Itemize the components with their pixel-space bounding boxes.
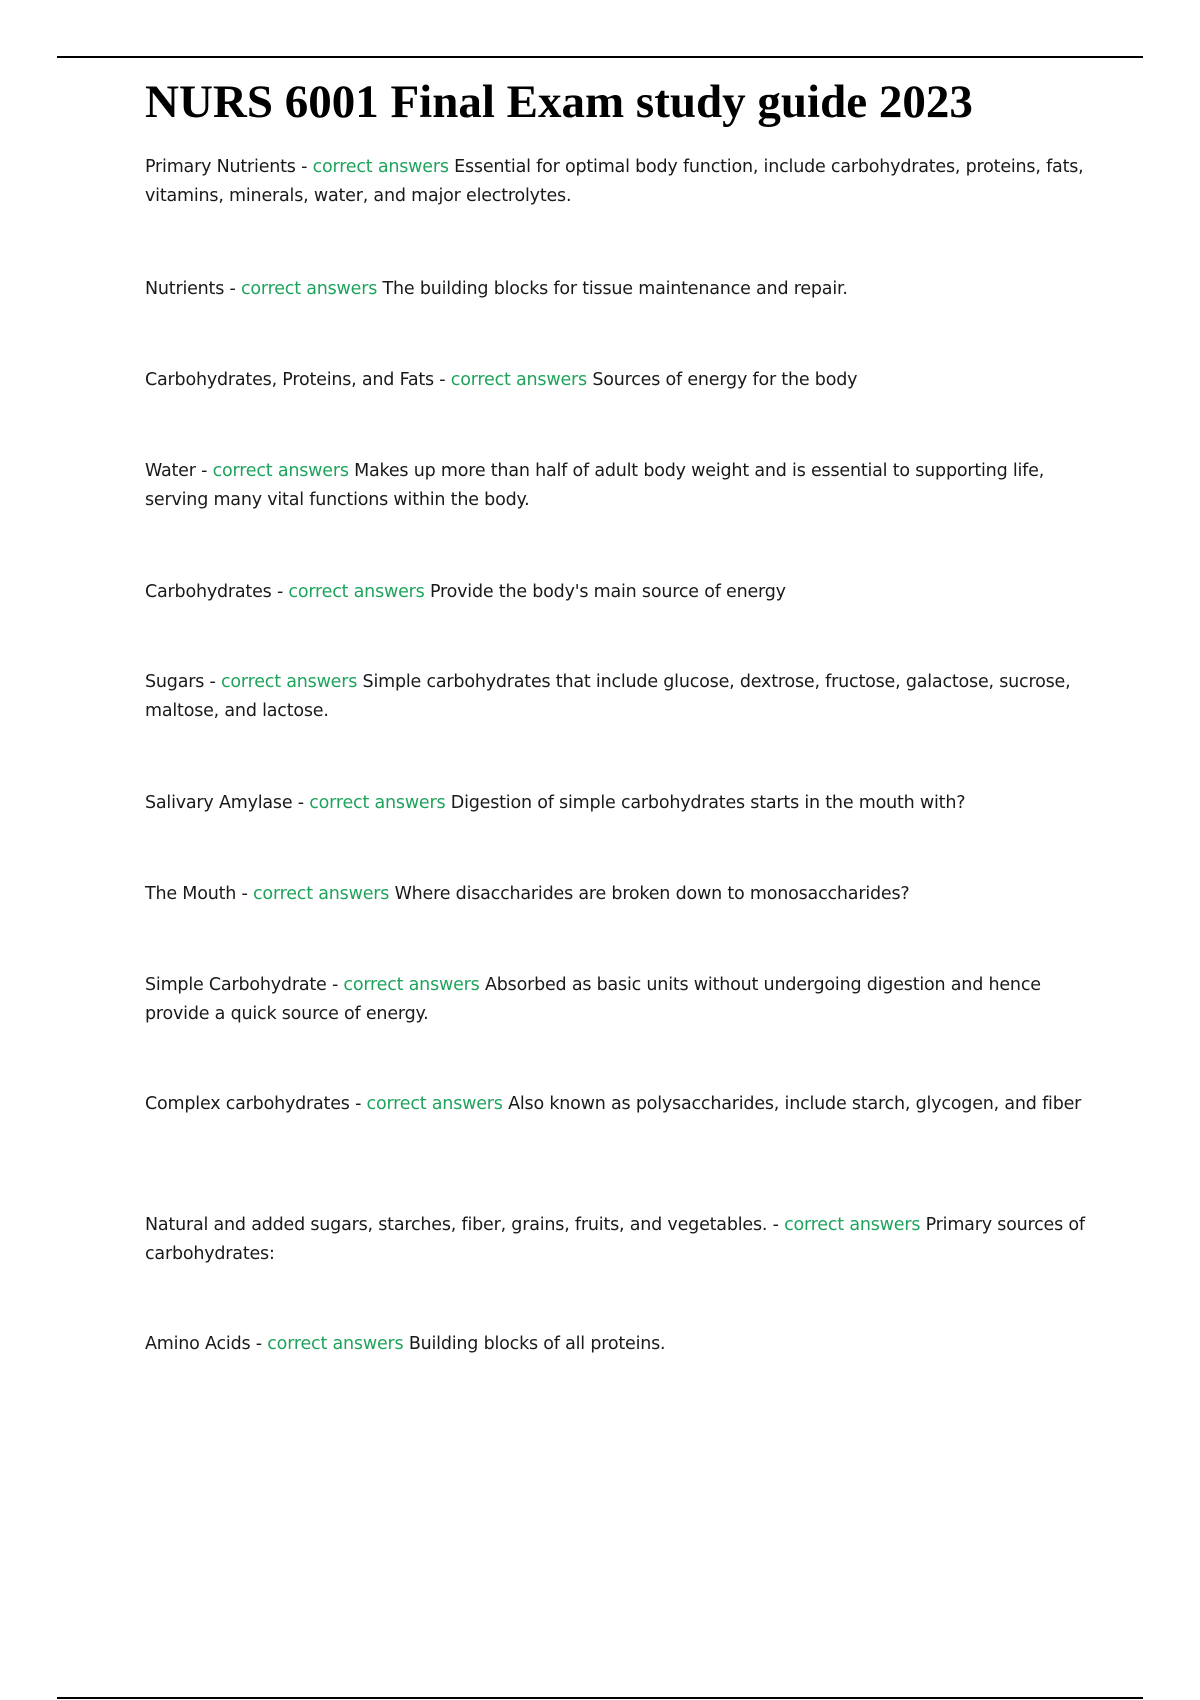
correct-answers-tag: correct answers — [253, 884, 390, 904]
correct-answers-tag: correct answers — [267, 1334, 404, 1354]
entry-separator: - — [250, 1334, 268, 1354]
entry-answer: Building blocks of all proteins. — [408, 1334, 666, 1354]
entry-sugars — [145, 668, 1095, 726]
entry-separator: - — [271, 582, 289, 602]
entry-carbs-proteins-fats — [145, 366, 1095, 395]
entry-simple-carbohydrate — [145, 971, 1095, 1029]
entry-term: Water — [145, 461, 196, 481]
entry-separator: - — [349, 1094, 367, 1114]
entry-the-mouth — [145, 880, 1095, 909]
entry-term: Natural and added sugars, starches, fiber, grains, fruits, and vegetables. — [145, 1215, 768, 1235]
entry-term: Simple Carbohydrate — [145, 975, 327, 995]
correct-answers-tag: correct answers — [784, 1215, 921, 1235]
entry-answer: Absorbed as basic units without undergoing digestion and hence provide a quick source of energy. — [145, 975, 1041, 1024]
correct-answers-tag: correct answers — [343, 975, 480, 995]
entry-primary-nutrients — [145, 153, 1095, 211]
entry-answer: Digestion of simple carbohydrates starts in the mouth with? — [450, 793, 966, 813]
entry-separator: - — [326, 975, 344, 995]
entry-carbohydrates — [145, 578, 1095, 607]
entry-water — [145, 457, 1095, 515]
entry-answer: Provide the body's main source of energy — [429, 582, 786, 602]
correct-answers-tag: correct answers — [240, 279, 378, 299]
entry-answer: Simple carbohydrates that include glucose, dextrose, fructose, galactose, sucrose, maltose, and lactose. — [145, 672, 1071, 721]
entry-term: Amino Acids — [145, 1334, 251, 1354]
entry-separator: - — [224, 279, 241, 299]
correct-answers-tag: correct answers — [312, 157, 449, 177]
entry-separator: - — [236, 884, 254, 904]
entry-separator: - — [767, 1215, 785, 1235]
entry-term: Sugars — [145, 672, 205, 692]
entry-answer: Sources of energy for the body — [592, 370, 858, 390]
correct-answers-tag: correct answers — [309, 793, 446, 813]
entry-term: Complex carbohydrates — [145, 1094, 350, 1114]
entry-separator: - — [295, 157, 313, 177]
entry-answer: The building blocks for tissue maintenance and repair. — [382, 279, 848, 299]
entry-answer: Makes up more than half of adult body weight and is essential to supporting life, serving many vital functions within the body. — [145, 461, 1045, 510]
entry-term: Carbohydrates, Proteins, and Fats — [145, 370, 434, 390]
entry-answer: Primary sources of carbohydrates: — [145, 1215, 1085, 1264]
entry-separator: - — [204, 672, 221, 692]
top-rule — [57, 56, 1143, 58]
correct-answers-tag: correct answers — [366, 1094, 503, 1114]
correct-answers-tag: correct answers — [212, 461, 349, 481]
entry-term: Carbohydrates — [145, 582, 272, 602]
page-title: NURS 6001 Final Exam study guide 2023 — [145, 76, 973, 128]
entry-separator: - — [195, 461, 213, 481]
correct-answers-tag: correct answers — [221, 672, 358, 692]
correct-answers-tag: correct answers — [450, 370, 587, 390]
entry-term: The Mouth — [145, 884, 237, 904]
entry-answer: Where disaccharides are broken down to monosaccharides? — [394, 884, 910, 904]
entry-term: Salivary Amylase — [145, 793, 293, 813]
entry-complex-carbohydrates — [145, 1090, 1095, 1119]
entry-separator: - — [292, 793, 310, 813]
correct-answers-tag: correct answers — [288, 582, 425, 602]
entry-nutrients — [145, 275, 1095, 304]
bottom-rule — [57, 1697, 1143, 1699]
entry-term: Primary Nutrients — [145, 157, 296, 177]
entry-salivary-amylase — [145, 789, 1095, 818]
entry-answer: Also known as polysaccharides, include starch, glycogen, and fiber — [508, 1094, 1082, 1114]
entry-answer: Essential for optimal body function, include carbohydrates, proteins, fats, vitamins, minerals, water, and major electrolytes. — [145, 157, 1084, 206]
entry-amino-acids — [145, 1330, 1095, 1359]
entry-separator: - — [433, 370, 451, 390]
entry-carbohydrate-sources — [145, 1211, 1095, 1269]
entry-term: Nutrients — [145, 279, 225, 299]
